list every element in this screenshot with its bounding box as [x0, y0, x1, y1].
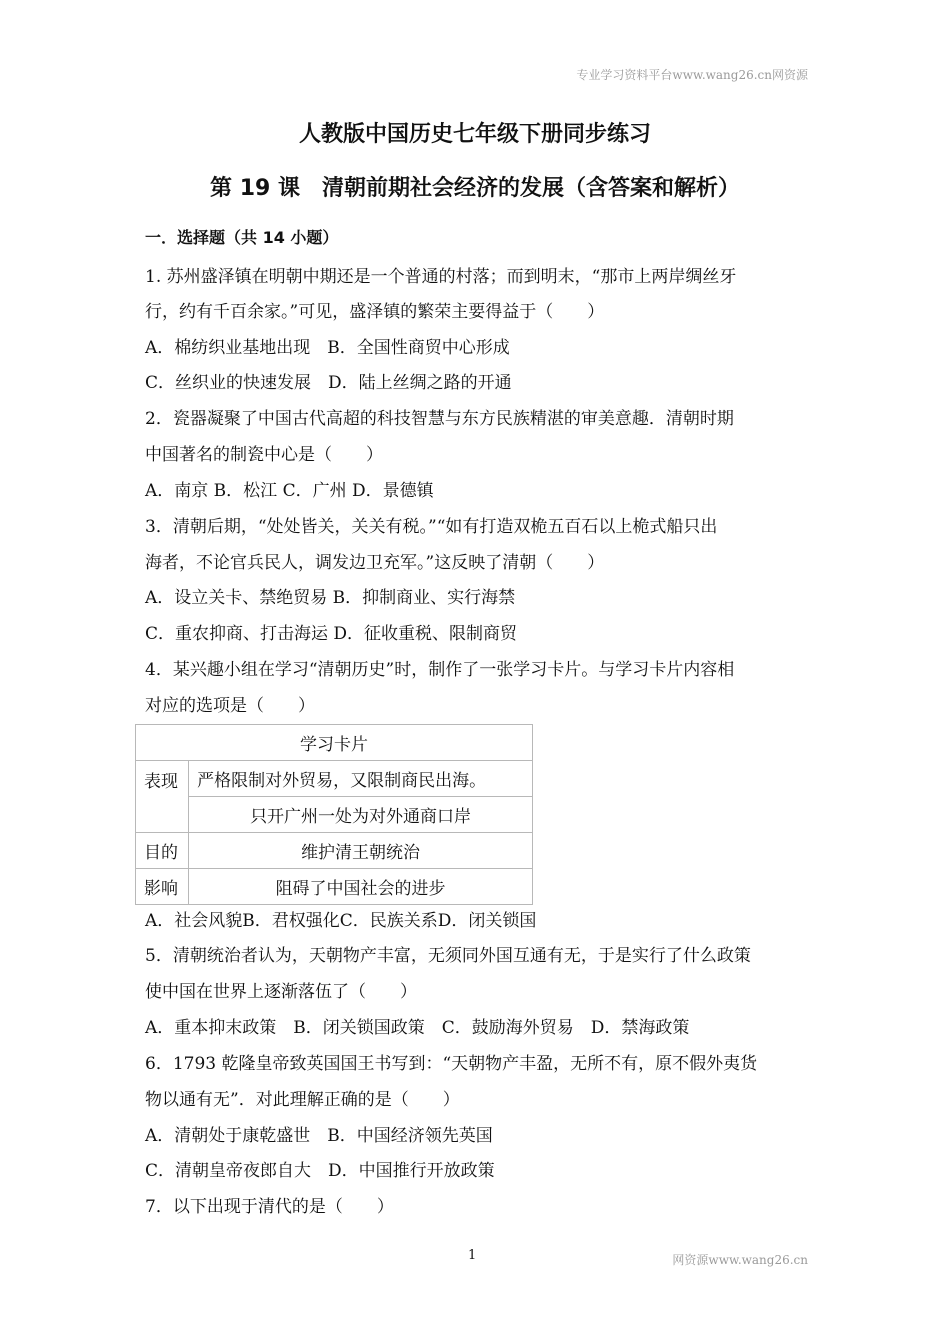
- text-line: 4．某兴趣小组在学习“清朝历史”时，制作了一张学习卡片。与学习卡片内容相: [145, 660, 735, 680]
- option-line: A．棉纺织业基地出现 B．全国性商贸中心形成: [145, 338, 510, 358]
- option-line: C．清朝皇帝夜郎自大 D．中国推行开放政策: [145, 1161, 495, 1181]
- text-line: 6．1793 乾隆皇帝致英国国王书写到：“天朝物产丰盈，无所不有，原不假外夷货: [145, 1054, 758, 1074]
- text-line: 物以通有无”．对此理解正确的是（ ）: [145, 1090, 460, 1110]
- card-yingxiang: 阻碍了中国社会的进步: [189, 869, 533, 905]
- text-line: 对应的选项是（ ）: [145, 696, 315, 716]
- page-number: 1: [468, 1248, 477, 1263]
- card-title: 学习卡片: [136, 725, 533, 761]
- card-mudi: 维护清王朝统治: [189, 833, 533, 869]
- text-line: 5．清朝统治者认为，天朝物产丰富，无须同外国互通有无，于是实行了什么政策: [145, 946, 751, 966]
- card-label-mudi: 目的: [136, 833, 189, 869]
- option-line: A．清朝处于康乾盛世 B．中国经济领先英国: [145, 1126, 493, 1146]
- option-line: C．重农抑商、打击海运 D．征收重税、限制商贸: [145, 624, 518, 644]
- text-line: 海者，不论官兵民人，调发边卫充军。”这反映了清朝（ ）: [145, 553, 605, 573]
- text-line: 2．瓷器凝聚了中国古代高超的科技智慧与东方民族精湛的审美意趣．清朝时期: [145, 409, 734, 429]
- card-label-biaoxian: 表现: [136, 761, 189, 833]
- study-card-table: [135, 724, 533, 905]
- header-watermark: 专业学习资料平台www.wang26.cn网资源: [576, 68, 808, 82]
- text-line: 行，约有千百余家。”可见，盛泽镇的繁荣主要得益于（ ）: [145, 302, 605, 322]
- option-line: A．重本抑末政策 B．闭关锁国政策 C．鼓励海外贸易 D．禁海政策: [145, 1018, 690, 1038]
- option-line: A．南京 B．松江 C．广州 D．景德镇: [145, 481, 434, 501]
- card-biaoxian-2: 只开广州一处为对外通商口岸: [189, 797, 533, 833]
- document-title: 人教版中国历史七年级下册同步练习: [298, 122, 651, 147]
- text-line: 使中国在世界上逐渐落伍了（ ）: [145, 982, 417, 1002]
- text-line: 3．清朝后期，“处处皆关，关关有税。”“如有打造双桅五百石以上桅式船只出: [145, 517, 718, 537]
- option-line: C．丝织业的快速发展 D．陆上丝绸之路的开通: [145, 373, 512, 393]
- card-label-yingxiang: 影响: [136, 869, 189, 905]
- footer-watermark: 网资源www.wang26.cn: [672, 1253, 808, 1267]
- document-subtitle: 第 19 课 清朝前期社会经济的发展（含答案和解析）: [210, 176, 740, 201]
- option-line: A．社会风貌B．君权强化C．民族关系D．闭关锁国: [145, 911, 537, 931]
- section-heading: 一．选择题（共 14 小题）: [145, 228, 339, 247]
- text-line: 7．以下出现于清代的是（ ）: [145, 1197, 394, 1217]
- option-line: A．设立关卡、禁绝贸易 B．抑制商业、实行海禁: [145, 588, 516, 608]
- text-line: 中国著名的制瓷中心是（ ）: [145, 445, 383, 465]
- text-line: 1. 苏州盛泽镇在明朝中期还是一个普通的村落；而到明末，“那市上两岸绸丝牙: [145, 267, 737, 287]
- card-biaoxian-1: 严格限制对外贸易，又限制商民出海。: [189, 761, 533, 797]
